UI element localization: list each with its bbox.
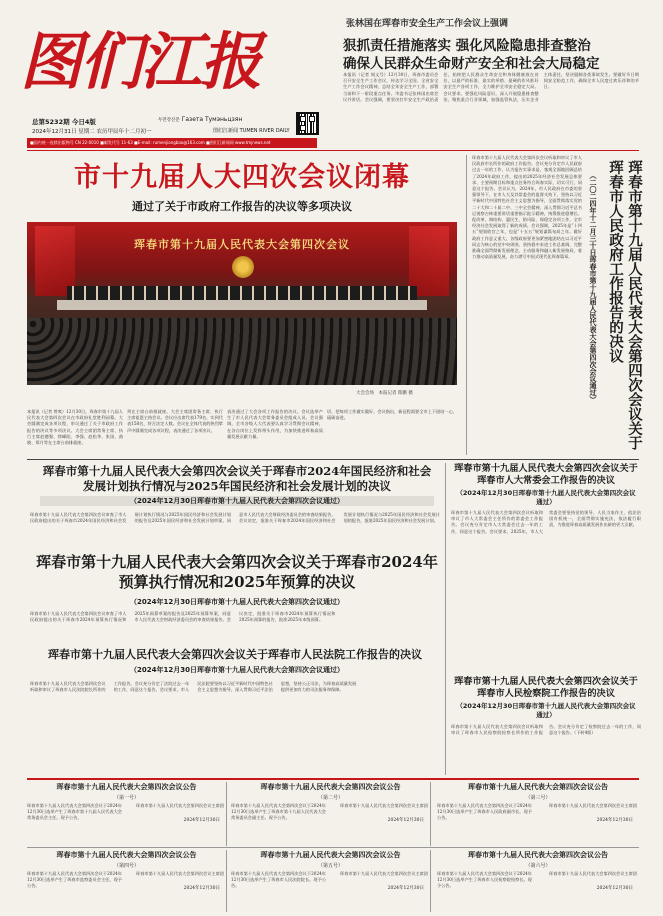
announcement-6-issuer: 珲春市第十九届人民代表大会第四次会议主席团 (549, 871, 637, 876)
report-2-body: 珲春市第十九届人民代表大会第四次会议审查了市人民政府提出的关于珲春市2024年预算执行情况和2025年预算草案的报告及2025年预算草案，同意市人民代表大会财政经济委员会的审查结果报告。会议决定，批准关于珲春市2024年预算执行情况和2025年预算的报告，批准2025年本级预算。 (30, 611, 336, 623)
top-story-headline-2: 确保人民群众生命财产安全和社会大局稳定 (343, 56, 600, 72)
announcement-6-title: 珲春市第十九届人民代表大会第四次会议公告 (468, 850, 608, 859)
column-divider (466, 155, 467, 455)
issue-line: 总第5232期 今日4版 (32, 118, 96, 126)
announcement-1-number: （第一号） (113, 795, 139, 801)
side-story-subhead: （二〇二四年十二月三十日珲春市第十九届人民代表大会第四次会议通过） (589, 172, 598, 403)
right-report-1-body: 珲春市第十九届人民代表大会第四次会议听取和审议了市人大常委会主任所作的常委会工作报告。会议充分肯定市人大常委会过去一年的工作，同意这个报告。会议要求，2025年，市人大常委会要坚持党的领导、人民当家作主、依法治国有机统一，全面贯彻实施宪法，依法履行职责，为推进珲春高质量发展作出新的更大贡献。 (451, 510, 641, 534)
top-story-headline-1: 狠抓责任措施落实 强化风险隐患排查整治 (343, 38, 591, 54)
announcement-1-issuer: 珲春市第十九届人民代表大会第四次会议主席团 (136, 803, 224, 808)
stage-table (57, 300, 427, 310)
announcement-4-title: 珲春市第十九届人民代表大会第四次会议公告 (56, 850, 197, 859)
right-report-2-body: 珲春市第十九届人民代表大会第四次会议听取和审议了珲春市人民检察院检察长所作的工作报告。会议充分肯定了检察院过去一年的工作，同意这个报告。（下转4版） (451, 724, 641, 736)
announcements-mid-rule (27, 847, 639, 848)
masthead-publisher (213, 127, 290, 134)
announcement-5-title: 珲春市第十九届人民代表大会第四次会议公告 (260, 850, 401, 859)
photo-banner: 珲春市第十九届人民代表大会第四次会议 (134, 238, 350, 251)
announcement-4-issuer: 珲春市第十九届人民代表大会第四次会议主席团 (136, 871, 224, 876)
header-rule (27, 150, 639, 151)
report-1-headline: 珲春市第十九届人民代表大会第四次会议关于珲春市2024年国民经济和社会发展计划执行情况与2025年国民经济和社会发展计划的决议 (42, 464, 432, 493)
top-story-kicker: 张林国在珲春市安全生产工作会议上强调 (346, 19, 509, 29)
announcement-3-body: 珲春市第十九届人民代表大会第四次会议于2024年12月30日选举产生了珲春市人民政府副市长。现予公告。 (437, 803, 532, 821)
masthead-ticker-bar (27, 138, 317, 148)
report-3-approval: （2024年12月30日珲春市第十九届人民代表大会第四次会议通过） (130, 666, 344, 674)
announcement-box-2 (231, 782, 431, 846)
announcement-4-body: 珲春市第十九届人民代表大会第四次会议于2024年12月30日选举产生了珲春市监察委员会主任。现予公告。 (27, 871, 122, 889)
mid-rule (27, 459, 639, 460)
announcement-1-body: 珲春市第十九届人民代表大会第四次会议于2024年12月30日选举产生了珲春市第十九届人民代表大会常务委员会主任。现予公告。 (27, 803, 122, 821)
korean-title: 두만강신문 (158, 118, 180, 123)
national-emblem-icon (232, 256, 254, 278)
announcement-2-title: 珲春市第十九届人民代表大会第四次会议公告 (260, 782, 401, 791)
report-3-headline: 珲春市第十九届人民代表大会第四次会议关于珲春市人民法院工作报告的决议 (48, 648, 422, 661)
announcement-box-6 (437, 850, 639, 912)
stage-rows (67, 286, 417, 300)
russian-title: Газета Тумэньцзян (181, 116, 243, 123)
top-story-body: 本报讯（记者 闻文号）12月30日，珲春市委员会召开安全生产工作会议，传达学习全国、全省安全生产工作会议精神，总结全年安全生产工作，部署当前和下一阶段重点任务。市委书记张林国出席会议并讲话。会议强调，要坚决扛牢安全生产政治责任，始终把人民群众生命安全和身体健康放在首位，以最严的标准、最实的举措、最硬的作风抓好安全生产各项工作，全力维护全市安全稳定大局。会议要求，要强化风险意识，深入开展隐患排查整治，聚焦重点行业领域，加强监管执法，压实企业主体责任，坚决遏制各类事故发生。要做好节日期间安全防范工作，确保全市人民度过欢乐祥和的节日。 (343, 72, 639, 102)
ticker-text: ■国内统一连续出版物号 CN 22-0010 ■邮发代号 11-63 ■E-mail: rumenjiangbao@163.com ■图们江新闻网 www.tmjnews.net (30, 140, 271, 145)
announcement-1-title: 珲春市第十九届人民代表大会第四次会议公告 (56, 782, 197, 791)
right-report-2-headline: 珲春市第十九届人民代表大会第四次会议关于珲春市人民检察院工作报告的决议 (454, 676, 638, 699)
english-title: TUMEN RIVER DAILY (239, 128, 290, 134)
main-body-col3: 表决通过了大会各项工作报告的决议。会议选举产生了市人民代表大会常务委员会组成人员。会议强调，全市各级人大代表要认真学习贯彻会议精神，在各自岗位上发挥带头作用，为加快推进珲春高质量发展贡献力量。 (227, 409, 323, 439)
side-story-headline: 珲春市第十九届人民代表大会第四次会议关于珲春市人民政府工作报告的决议 (607, 160, 642, 450)
announcement-6-body: 珲春市第十九届人民代表大会第四次会议于2024年12月30日选举产生了珲春市人民检察院检察长。现予公告。 (437, 871, 532, 889)
report-1-body: 珲春市第十九届人民代表大会第四次会议审查了市人民政府提出的关于珲春市2024年国民经济和社会发展计划执行情况与2025年国民经济和社会发展计划的报告及2025年国民经济和社会发展计划草案，同意市人民代表大会财政经济委员会的审查结果报告。会议决定，批准关于珲春市2024年国民经济和社会发展计划执行情况与2025年国民经济和社会发展计划的报告，批准2025年国民经济和社会发展计划。 (30, 512, 440, 524)
announcement-3-date: 2024年12月30日 (596, 818, 633, 823)
masthead-logo (20, 14, 270, 110)
main-body-col2: 列在主席台前排就座。大会主席团常务主席、执行主席祖恩主持会议。会议应出席代表179名，实到代表158名，符合法定人数。会议在全体代表的热烈掌声中圆满完成各项议程，表决通过了各项决议。 (127, 409, 223, 433)
main-body-col4: 切，把每项工作做实做好。会议指出，新征程需要全市上下团结一心，砥砺奋进。 (327, 409, 457, 421)
announcement-3-title: 珲春市第十九届人民代表大会第四次会议公告 (468, 782, 608, 791)
main-headline: 市十九届人大四次会议闭幕 (74, 162, 410, 193)
announcement-5-issuer: 珲春市第十九届人民代表大会第四次会议主席团 (340, 871, 428, 876)
announcement-2-date: 2024年12月30日 (387, 818, 424, 823)
right-column-divider (445, 463, 446, 775)
report-1-approval: （2024年12月30日珲春市第十九届人民代表大会第四次会议通过） (40, 496, 434, 506)
publisher-name: 图们江新闻 (213, 128, 239, 134)
announcement-3-issuer: 珲春市第十九届人民代表大会第四次会议主席团 (549, 803, 637, 808)
right-report-1-approval: （2024年12月30日珲春市第十九届人民代表大会第四次会议通过） (456, 489, 636, 506)
announcement-2-issuer: 珲春市第十九届人民代表大会第四次会议主席团 (340, 803, 428, 808)
date-line: 2024年12月31日 星期二 农历甲辰年十二月初一 (32, 129, 152, 135)
announcement-box-1 (27, 782, 227, 846)
main-subhead: 通过了关于市政府工作报告的决议等多项决议 (132, 200, 352, 213)
report-2-headline: 珲春市第十九届人民代表大会第四次会议关于珲春市2024年预算执行情况和2025年预算的决议 (36, 553, 438, 591)
audience (27, 318, 457, 385)
masthead-title: 图们江报 (20, 25, 261, 98)
announcement-box-4 (27, 850, 227, 912)
side-story-body: 珲春市第十九届人民代表大会第四次会议听取和审议了市人民政府市长所作的政府工作报告。会议充分肯定市人民政府过去一年的工作，认为报告实事求是、客观全面地回顾总结了2024年政府工作，提出的2025年经济社会发展总体要求、主要预期目标和重点任务符合珲春实际，切实可行，同意这个报告。会议认为，2024年，市人民政府在市委的坚强领导下，在市人大及其常委会的监督支持下，坚持以习近平新时代中国特色社会主义思想为指导，全面贯彻落实党的二十大和二十届二中、三中全会精神，深入贯彻习近平总书记视察吉林重要讲话重要指示批示精神，统筹推进稳增长、促改革、调结构、惠民生、防风险、保稳定各项工作，全市经济社会发展取得了新的成绩。会议强调，2025年是“十四五”规划收官之年，也是“十五五”规划谋篇布局之年。做好政府工作意义重大。各级政府要更加紧密地团结在以习近平同志为核心的党中央周围，坚持稳中求进工作总基调，完整准确全面贯彻新发展理念，主动服务和融入新发展格局，着力推动高质量发展，奋力谱写中国式现代化珲春篇章。 (472, 155, 582, 260)
conference-photo (27, 222, 457, 385)
masthead-languages (158, 116, 242, 123)
announcements-top-rule (27, 778, 639, 780)
announcement-6-number: （第六号） (525, 863, 551, 869)
announcement-6-date: 2024年12月30日 (596, 886, 633, 891)
announcement-5-number: （第五号） (317, 863, 343, 869)
announcement-4-number: （第四号） (113, 863, 139, 869)
announcement-box-5 (231, 850, 431, 912)
main-body-col1: 本报讯（记者 曾爽）12月30日，珲春市第十九届人民代表大会第四次会议在市政府礼堂胜利闭幕。大会圆满完成各项议程，审议通过了关于市政府工作报告的决议等多项决议。大会主席团常务主席、执行主席赵德强、徐峰阳、李强、赵松华、张国、曲晓、郑月等在主席台前排就座。 (27, 409, 123, 446)
qr-code-icon (296, 112, 319, 135)
announcement-5-date: 2024年12月30日 (387, 886, 424, 891)
right-report-1-headline: 珲春市第十九届人民代表大会第四次会议关于珲春市人大常委会工作报告的决议 (454, 463, 638, 486)
announcement-2-number: （第二号） (317, 795, 343, 801)
photo-caption: 大会会场 本报记者 郎鹏 摄 (356, 391, 413, 396)
announcement-4-date: 2024年12月30日 (183, 886, 220, 891)
report-3-body: 珲春市第十九届人民代表大会第四次会议听取和审议了珲春市人民法院院长所作的工作报告。会议充分肯定了法院过去一年的工作，同意这个报告。会议要求，市人民法院要坚持以习近平新时代中国特色社会主义思想为指导，深入贯彻习近平法治思想，坚持公正司法，为珲春高质量发展提供更加有力的司法服务和保障。 (30, 681, 357, 693)
report-2-approval: （2024年12月30日珲春市第十九届人民代表大会第四次会议通过） (130, 598, 344, 606)
announcement-3-number: （第三号） (525, 795, 551, 801)
announcement-2-body: 珲春市第十九届人民代表大会第四次会议于2024年12月30日选举产生了珲春市第十九届人民代表大会常务委员会副主任。现予公告。 (231, 803, 326, 821)
announcement-5-body: 珲春市第十九届人民代表大会第四次会议于2024年12月30日选举产生了珲春市人民法院院长。现予公告。 (231, 871, 326, 889)
right-report-2-approval: （2024年12月30日珲春市第十九届人民代表大会第四次会议通过） (456, 702, 636, 719)
announcement-1-date: 2024年12月30日 (183, 818, 220, 823)
announcement-box-3 (437, 782, 639, 846)
